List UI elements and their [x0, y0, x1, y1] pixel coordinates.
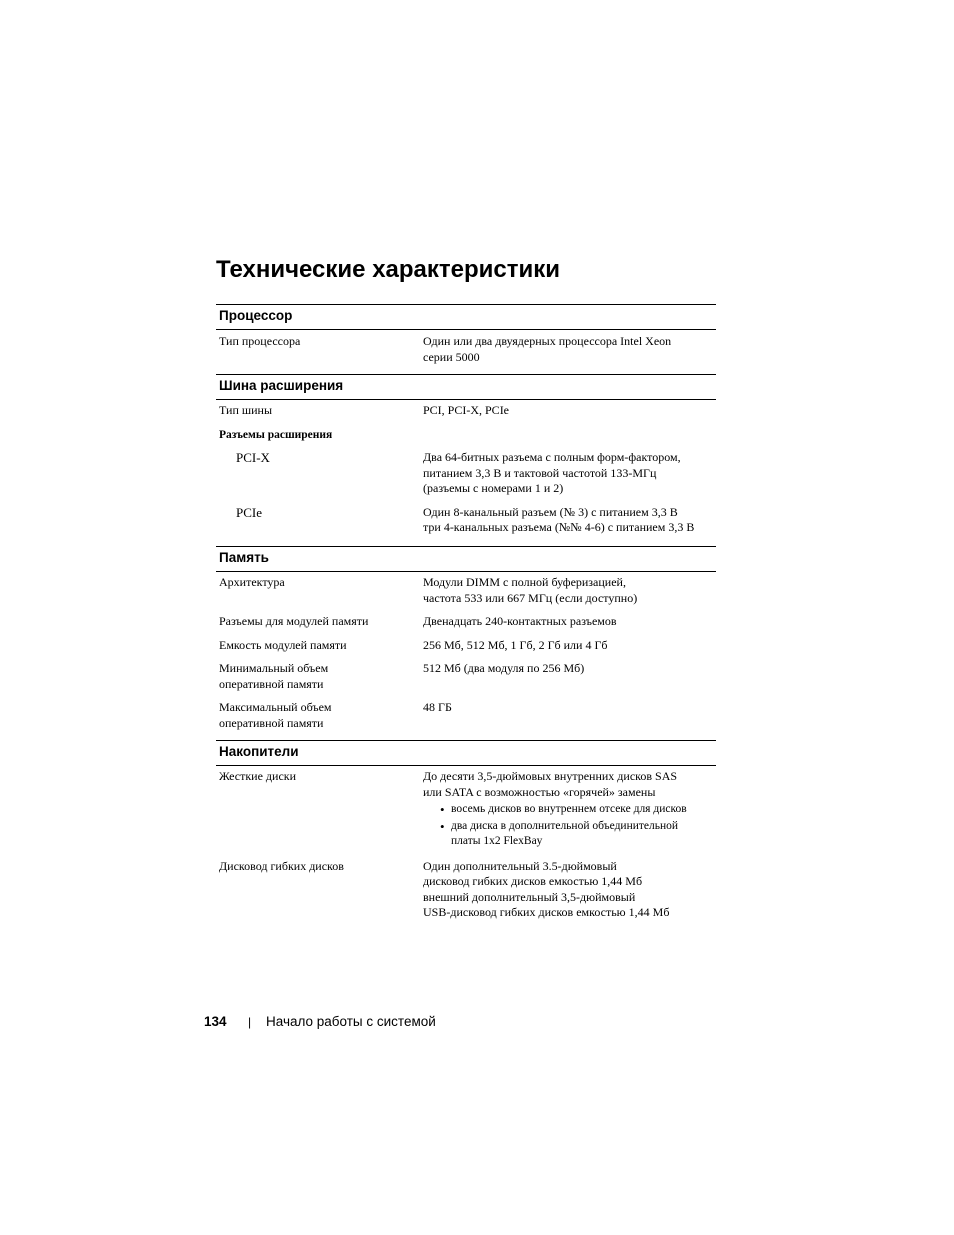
spec-row-cpu-type — [216, 334, 716, 365]
spec-value — [423, 769, 716, 851]
section-memory — [216, 546, 716, 731]
section-processor — [216, 304, 716, 365]
spec-key-line: Максимальный объем — [219, 700, 332, 714]
spec-value-line: Модули DIMM с полной буферизацией, — [423, 575, 626, 589]
spec-value-line: Два 64-битных разъема с полным форм-фактором, — [423, 450, 681, 464]
footer-separator: | — [248, 1015, 252, 1029]
spec-key: Тип процессора — [219, 334, 301, 348]
spec-value: PCI, PCI-X, PCIe — [423, 403, 510, 417]
spec-key: Разъемы для модулей памяти — [219, 614, 369, 628]
page-title: Технические характеристики — [216, 256, 561, 283]
spec-key: Емкость модулей памяти — [219, 637, 347, 652]
section-heading: Процессор — [216, 304, 716, 330]
chapter-title: Начало работы с системой — [266, 1014, 436, 1029]
spec-value-line: (разъемы с номерами 1 и 2) — [423, 481, 564, 495]
spec-value-line: частота 533 или 667 МГц (если доступно) — [423, 590, 638, 605]
section-heading: Шина расширения — [216, 374, 716, 400]
spec-row-hard-drives — [216, 769, 716, 851]
page-number: 134 — [204, 1014, 227, 1029]
spec-key: PCIe — [236, 504, 262, 520]
spec-value — [423, 334, 716, 365]
spec-key — [219, 700, 423, 731]
subsection-heading: Разъемы расширения — [219, 428, 333, 441]
spec-value — [423, 505, 716, 536]
spec-value-line: Один дополнительный 3.5-дюймовый — [423, 858, 617, 873]
section-storage — [216, 740, 716, 921]
list-item-text: восемь дисков во внутреннем отсеке для дисков — [451, 803, 687, 815]
list-item-text: • два диска в дополнительной объединительной — [451, 819, 679, 832]
spec-value-line: USB-дисковод гибких дисков емкостью 1,44 Мб — [423, 905, 670, 919]
spec-value: Двенадцать 240-контактных разъемов — [423, 614, 617, 628]
spec-row-bus-type — [216, 403, 716, 419]
spec-key-line: Минимальный объем — [219, 661, 329, 675]
spec-key: Жесткие диски — [219, 769, 297, 783]
spec-key-line: оперативной памяти — [219, 676, 324, 691]
spec-value-line: Один или два двуядерных процессора Intel Xeon — [423, 334, 672, 348]
list-item-text: платы 1x2 FlexBay — [451, 835, 543, 847]
spec-value-line: внешний дополнительный 3,5-дюймовый — [423, 889, 636, 904]
spec-value-line: или SATA с возможностью «горячей» замены — [423, 784, 656, 799]
list-item — [423, 819, 716, 850]
spec-row-pcix — [216, 450, 716, 497]
spec-row-memory-slots — [216, 614, 716, 630]
spec-value-line: питанием 3,3 В и тактовой частотой 133-МГц — [423, 465, 657, 480]
spec-value-line: Один 8-канальный разъем (№ 3) с питанием 3,3 В — [423, 504, 678, 519]
spec-value — [423, 575, 716, 606]
spec-value-line: три 4-канальных разъема (№№ 4-6) с питанием 3,3 В — [423, 520, 695, 534]
spec-row-pcie — [216, 505, 716, 536]
spec-key: Дисковод гибких дисков — [219, 858, 344, 873]
spec-row-module-capacity — [216, 638, 716, 654]
spec-key — [219, 661, 423, 692]
spec-key: Тип шины — [219, 403, 273, 417]
spec-row-floppy-drive — [216, 859, 716, 921]
spec-row-max-memory — [216, 700, 716, 731]
spec-value-line: серии 5000 — [423, 349, 480, 364]
bullet-list — [423, 802, 716, 850]
section-expansion-bus — [216, 374, 716, 536]
spec-key: Архитектура — [219, 575, 285, 589]
spec-value-line: До десяти 3,5-дюймовых внутренних дисков SAS — [423, 769, 678, 783]
spec-value — [423, 450, 716, 497]
list-item — [423, 802, 716, 818]
section-heading: Накопители — [216, 740, 716, 766]
spec-key: PCI-X — [236, 450, 270, 465]
spec-key-line: оперативной памяти — [219, 715, 324, 730]
spec-value: 512 Мб (два модуля по 256 Мб) — [423, 661, 585, 675]
spec-value — [423, 859, 716, 921]
spec-row-min-memory — [216, 661, 716, 692]
section-heading: Память — [216, 546, 716, 572]
spec-value-line: дисковод гибких дисков емкостью 1,44 Мб — [423, 874, 643, 888]
spec-value: 48 ГБ — [423, 700, 452, 714]
spec-row-architecture — [216, 575, 716, 606]
spec-value: 256 Мб, 512 Мб, 1 Гб, 2 Гб или 4 Гб — [423, 637, 608, 652]
